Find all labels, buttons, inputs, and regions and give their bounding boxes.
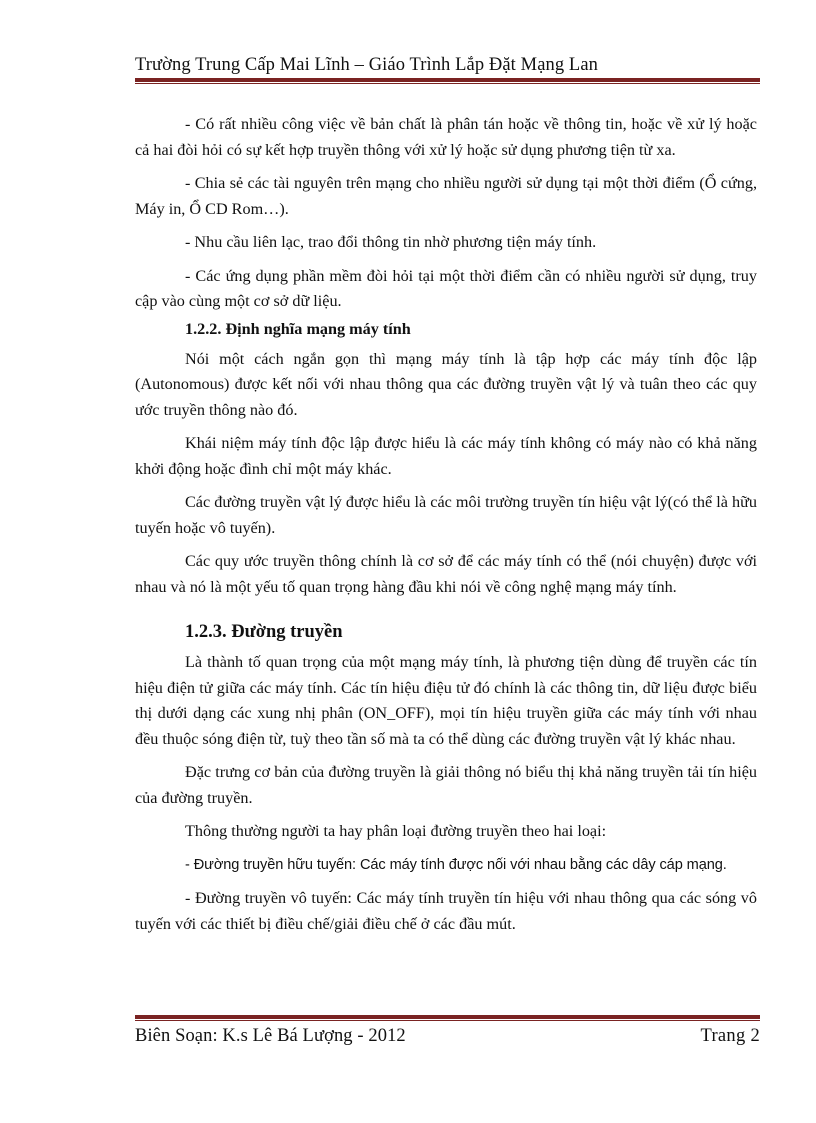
section-heading: 1.2.2. Định nghĩa mạng máy tính: [185, 319, 411, 338]
header-title: Trường Trung Cấp Mai Lĩnh – Giáo Trình Lắp Đặt Mạng Lan: [135, 55, 598, 75]
footer-divider: [135, 1015, 760, 1021]
paragraph: - Chia sẻ các tài nguyên trên mạng cho nhiều người sử dụng tại một thời điểm (Ổ cứng, Máy in, Ổ CD Rom…).: [135, 174, 757, 218]
section-heading: 1.2.3. Đường truyền: [185, 622, 343, 642]
paragraph: - Nhu cầu liên lạc, trao đổi thông tin nhờ phương tiện máy tính.: [185, 233, 597, 251]
paragraph: Các đường truyền vật lý được hiểu là các môi trường truyền tín hiệu vật lý(có thể là hữu tuyến hoặc vô tuyến).: [135, 493, 757, 537]
paragraph: - Các ứng dụng phần mềm đòi hỏi tại một thời điểm cần có nhiều người sử dụng, truy cập vào cùng một cơ sở dữ liệu.: [135, 266, 757, 310]
document-body: [135, 112, 757, 945]
page-header: [135, 52, 760, 78]
paragraph: - Đường truyền vô tuyến: Các máy tính truyền tín hiệu với nhau thông qua các sóng vô tuyến với các thiết bị điều chế/giải điều chế ở các đầu mút.: [135, 889, 757, 933]
paragraph: Thông thường người ta hay phân loại đường truyền theo hai loại:: [185, 822, 607, 840]
header-divider: [135, 78, 760, 84]
page-number: Trang 2: [700, 1026, 760, 1046]
page-footer: [135, 1023, 760, 1049]
paragraph: Là thành tố quan trọng của một mạng máy tính, là phương tiện dùng để truyền các tín hiệu điện tử giữa các máy tính. Các tín hiệu điệu tử đó chính là các thông tin, dữ liệu được biểu thị dưới dạng các xung nhị phân (ON_OFF), mọi tín hiệu truyền giữa các máy tính với nhau đều thuộc sóng điện từ, tuỳ theo tần số mà ta có thể dùng các đường truyền vật lý khác nhau.: [135, 653, 757, 748]
paragraph: Các quy ước truyền thông chính là cơ sở để các máy tính có thể (nói chuyện) được với nhau và nó là một yếu tố quan trọng hàng đầu khi nói về công nghệ mạng máy tính.: [135, 552, 757, 596]
paragraph: - Đường truyền hữu tuyến: Các máy tính được nối với nhau bằng các dây cáp mạng.: [185, 856, 727, 873]
paragraph: Nói một cách ngắn gọn thì mạng máy tính là tập hợp các máy tính độc lập (Autonomous) được kết nối với nhau thông qua các đường truyền vật lý và tuân theo các quy ước truyền thông nào đó.: [135, 349, 757, 419]
paragraph: - Có rất nhiều công việc về bản chất là phân tán hoặc về thông tin, hoặc về xử lý hoặc cả hai đòi hỏi có sự kết hợp truyền thông với xử lý hoặc sử dụng phương tiện từ xa.: [135, 115, 757, 159]
paragraph: Đặc trưng cơ bản của đường truyền là giải thông nó biểu thị khả năng truyền tải tín hiệu của đường truyền.: [135, 763, 757, 807]
paragraph: Khái niệm máy tính độc lập được hiểu là các máy tính không có máy nào có khả năng khởi động hoặc đình chỉ một máy khác.: [135, 434, 757, 478]
footer-author: Biên Soạn: K.s Lê Bá Lượng - 2012: [135, 1026, 406, 1046]
